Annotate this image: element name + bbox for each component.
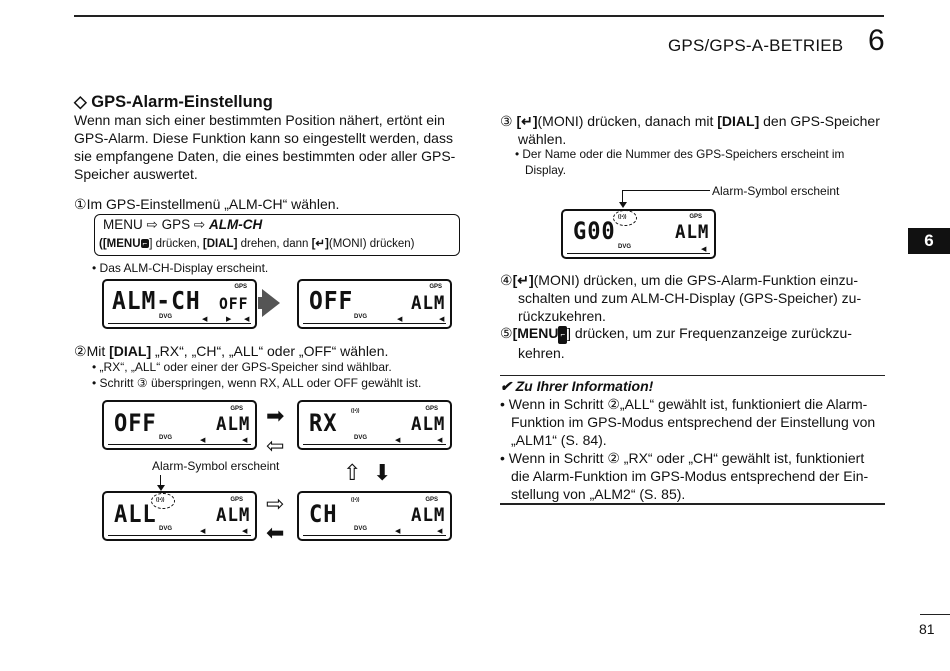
info-line: • Wenn in Schritt ② „RX“ oder „CH“ gewählt ist, funktioniert <box>500 450 865 466</box>
lcd-baseline <box>108 323 251 324</box>
step3-text: den GPS-Speicher <box>759 113 880 129</box>
arrow-right-black-icon: ➡ <box>266 403 285 428</box>
step2-bullets <box>92 359 421 391</box>
arrow-right-icon: ⇨ <box>146 217 158 232</box>
info-line: Funktion im GPS-Modus entsprechend der Einstellung von <box>511 414 876 430</box>
alarm-pointer-head <box>619 202 627 208</box>
lcd-sub-text: ALM <box>411 413 446 435</box>
lcd-main-text: CH <box>309 500 338 528</box>
info-line: stellung von „ALM2“ (S. 85). <box>511 486 686 502</box>
header-title: GPS/GPS-A-BETRIEB <box>668 36 844 55</box>
intro-line: Speicher auswertet. <box>74 166 198 182</box>
dvg-indicator: DVG <box>354 526 368 532</box>
menu-instruction-box <box>94 214 460 256</box>
dvg-indicator: DVG <box>159 526 173 532</box>
left-triangle-icon: ◀ <box>242 437 248 444</box>
menu-key-label: [MENU <box>512 325 559 341</box>
lcd-baseline <box>303 323 446 324</box>
bullet: • „RX“, „ALL“ oder einer der GPS-Speicher sind wählbar. <box>92 360 392 374</box>
left-triangle-icon: ◀ <box>200 528 206 535</box>
step-number: ④ <box>500 272 513 288</box>
arrow-down-black-icon: ⬇ <box>373 460 392 485</box>
step3-text: wählen. <box>518 131 567 147</box>
left-triangle-icon: ◀ <box>439 316 445 323</box>
key-icon: ⌐ <box>142 239 148 248</box>
lcd-main-text: G00 <box>573 217 616 245</box>
step5-text: ] drücken, um zur Frequenzanzeige zurückzu- <box>567 325 852 341</box>
alarm-icon: ((•)) <box>156 497 165 503</box>
lcd-baseline <box>303 535 446 536</box>
lcd-main-text: ALL <box>114 500 157 528</box>
left-triangle-icon: ◀ <box>242 528 248 535</box>
lcd-main-text: OFF <box>309 286 354 315</box>
bullet: • Der Name oder die Nummer des GPS-Speichers erscheint im <box>515 147 845 161</box>
left-triangle-icon: ◀ <box>397 316 403 323</box>
alarm-icon: ((•)) <box>618 214 627 220</box>
arrow-right-icon: ⇨ <box>193 217 206 232</box>
intro-line: Wenn man sich einer bestimmten Position nähert, ertönt ein <box>74 112 445 128</box>
left-triangle-icon: ◀ <box>395 528 401 535</box>
step-number: ③ <box>500 113 513 129</box>
menu-instructions <box>99 236 415 250</box>
info-bottom-rule <box>500 503 885 505</box>
gps-indicator: GPS <box>425 497 438 503</box>
alarm-symbol-label: Alarm-Symbol erscheint <box>712 184 840 198</box>
page-number: 81 <box>919 621 935 637</box>
step-number: ① <box>74 196 87 212</box>
step4-text: schalten und zum ALM-CH-Display (GPS-Speicher) zu- <box>518 290 862 306</box>
step5-text: kehren. <box>518 345 565 361</box>
gps-indicator: GPS <box>230 406 243 412</box>
lcd-main-text: ALM-CH <box>112 286 201 315</box>
info-line: • Wenn in Schritt ②„ALL“ gewählt ist, funktioniert die Alarm- <box>500 396 868 412</box>
lcd-off-alm <box>102 400 257 450</box>
lcd-baseline <box>108 444 251 445</box>
arrow-up-outline-icon: ⇧ <box>343 460 362 485</box>
left-triangle-icon: ◀ <box>437 528 443 535</box>
left-triangle-icon: ◀ <box>244 316 250 323</box>
lcd-g00-alm <box>561 209 716 259</box>
arrow-right-outline-icon: ⇨ <box>266 491 285 516</box>
dial-label: [DIAL] <box>109 343 152 359</box>
bracket: ([ <box>99 238 107 250</box>
step1 <box>74 195 339 213</box>
step3-bullet <box>515 146 885 178</box>
gps-indicator: GPS <box>234 284 247 290</box>
intro-paragraph <box>74 111 464 183</box>
gps-indicator: GPS <box>429 284 442 290</box>
enter-key-label: [↵] <box>512 272 534 288</box>
step2-text: Mit <box>86 343 110 359</box>
key-icon: ⌐ <box>558 326 567 344</box>
info-title: ✔ Zu Ihrer Information! <box>500 378 654 394</box>
instr-text: ] drücken, <box>149 238 203 250</box>
menu-key-label: MENU <box>106 238 141 250</box>
step1-text: Im GPS-Einstellmenü „ALM-CH“ wählen. <box>86 196 340 212</box>
bullet: • Schritt ③ überspringen, wenn RX, ALL oder OFF gewählt ist. <box>92 376 422 390</box>
info-line: „ALM1“ (S. 84). <box>511 432 607 448</box>
enter-key-label: [↵] <box>311 238 329 250</box>
lcd-baseline <box>567 253 710 254</box>
lcd-sub-text: ALM <box>216 504 251 526</box>
left-triangle-icon: ◀ <box>701 246 707 253</box>
right-triangle-icon: ▶ <box>226 316 232 323</box>
lcd-baseline <box>303 444 446 445</box>
lcd-sub-text: OFF <box>219 294 249 313</box>
section-title-text: GPS-Alarm-Einstellung <box>91 93 273 111</box>
info-top-rule <box>500 375 885 376</box>
lcd-sub-text: ALM <box>675 221 710 243</box>
lcd-sub-text: ALM <box>411 292 446 314</box>
lcd-sub-text: ALM <box>216 413 251 435</box>
step3 <box>500 112 885 148</box>
lcd-baseline <box>108 535 251 536</box>
dvg-indicator: DVG <box>354 435 368 441</box>
diamond-icon: ◇ <box>74 93 87 111</box>
gps-label: GPS <box>161 217 191 232</box>
section-title <box>74 92 273 112</box>
step3-text: (MONI) drücken, danach mit <box>537 113 718 129</box>
lcd-all-alm <box>102 491 257 541</box>
step2 <box>74 342 388 360</box>
lcd-ch-alm <box>297 491 452 541</box>
left-triangle-icon: ◀ <box>202 316 208 323</box>
lcd-sub-text: ALM <box>411 504 446 526</box>
footer-rule <box>920 614 950 615</box>
enter-key-label: [↵] <box>516 113 538 129</box>
gps-indicator: GPS <box>230 497 243 503</box>
info-bullets <box>500 395 885 503</box>
alarm-icon: ((•)) <box>351 408 360 414</box>
dial-label: [DIAL] <box>202 238 238 250</box>
dvg-indicator: DVG <box>354 314 368 320</box>
dvg-indicator: DVG <box>618 244 632 250</box>
left-triangle-icon: ◀ <box>437 437 443 444</box>
dvg-indicator: DVG <box>159 435 173 441</box>
gps-indicator: GPS <box>425 406 438 412</box>
step-number: ② <box>74 343 87 359</box>
step-number: ⑤ <box>500 325 513 341</box>
lcd-alm-ch <box>102 279 257 329</box>
info-line: die Alarm-Funktion im GPS-Modus entsprechend der Ein- <box>511 468 869 484</box>
step4 <box>500 271 885 325</box>
dial-label: [DIAL] <box>717 113 760 129</box>
left-triangle-icon: ◀ <box>200 437 206 444</box>
alarm-pointer-line <box>622 190 710 191</box>
step4-text: (MONI) drücken, um die GPS-Alarm-Funktion einzu- <box>533 272 859 288</box>
chapter-number: 6 <box>868 24 885 57</box>
alarm-symbol-label: Alarm-Symbol erscheint <box>152 459 280 473</box>
alarm-icon: ((•)) <box>351 497 360 503</box>
lcd-main-text: OFF <box>114 409 157 437</box>
step5 <box>500 324 885 362</box>
step1-bullet: • Das ALM-CH-Display erscheint. <box>92 261 269 275</box>
arrow-left-outline-icon: ⇦ <box>266 433 285 458</box>
header-rule <box>74 15 884 17</box>
step2-text: „RX“, „CH“, „ALL“ oder „OFF“ wählen. <box>151 343 389 359</box>
intro-line: sie empfangene Daten, die eines bestimmten oder aller GPS- <box>74 148 456 164</box>
lcd-rx-alm <box>297 400 452 450</box>
arrow-left-black-icon: ⬅ <box>266 520 285 545</box>
alm-ch-label: ALM-CH <box>208 217 263 232</box>
instr-text: drehen, dann <box>237 238 312 250</box>
dvg-indicator: DVG <box>159 314 173 320</box>
menu-label: MENU <box>103 217 143 232</box>
chapter-side-tab: 6 <box>908 228 950 254</box>
instr-text: (MONI) drücken) <box>328 238 415 250</box>
intro-line: GPS-Alarm. Diese Funktion kann so eingestellt werden, dass <box>74 130 453 146</box>
big-arrow-right-shaft <box>258 297 266 309</box>
gps-indicator: GPS <box>689 214 702 220</box>
lcd-off <box>297 279 452 329</box>
menu-path <box>103 217 262 233</box>
step4-text: rückzukehren. <box>518 308 606 324</box>
lcd-main-text: RX <box>309 409 338 437</box>
left-triangle-icon: ◀ <box>395 437 401 444</box>
bullet: Display. <box>525 163 567 177</box>
